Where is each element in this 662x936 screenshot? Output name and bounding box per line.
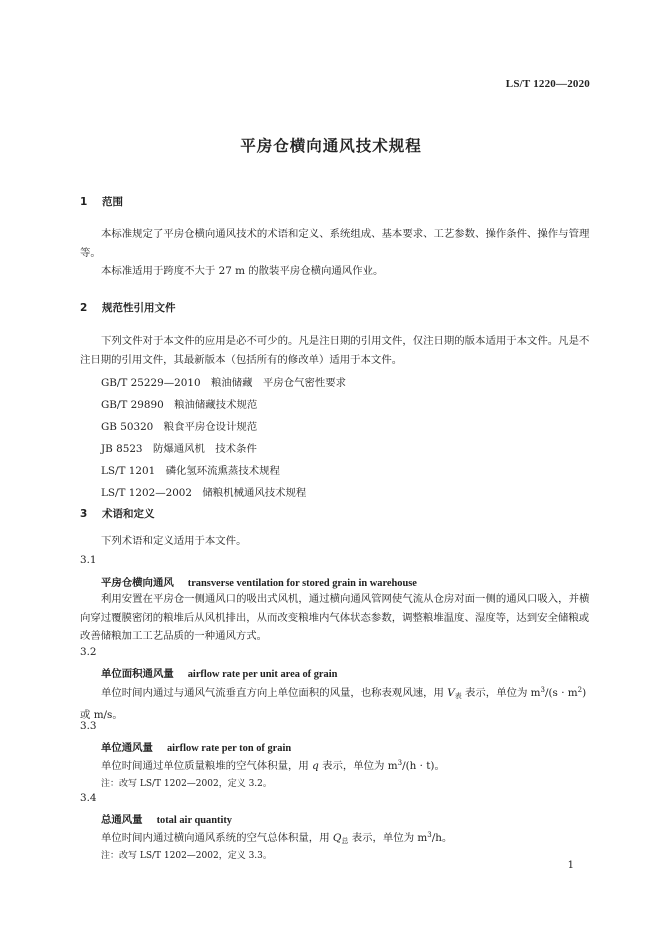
section-2-paragraph-1: 下列文件对于本文件的应用是必不可少的。凡是注日期的引用文件，仅注日期的版本适用于本文件。凡是不注日期的引用文件，其最新版本（包括所有的修改单）适用于本文件。 — [80, 335, 590, 366]
superscript: 2 — [577, 686, 583, 694]
term-en: total air quantity — [156, 815, 232, 826]
standard-number: LS/T 1220—2020 — [505, 78, 590, 90]
section-1-paragraph-2: 本标准适用于跨度不大于 27 m 的散装平房仓横向通风作业。 — [101, 265, 384, 277]
def-text: )或 m/s。 — [80, 687, 587, 721]
term-heading — [101, 811, 232, 826]
def-text: 表示，单位为 m — [351, 832, 428, 844]
superscript: 3 — [540, 686, 545, 694]
section-2-heading — [80, 300, 176, 315]
section-number: 2 — [80, 302, 88, 314]
def-text: /(h · t)。 — [402, 760, 445, 772]
section-1-paragraph-1: 本标准规定了平房仓横向通风技术的术语和定义、系统组成、基本要求、工艺参数、操作条件、操作与管理等。 — [80, 228, 590, 259]
term-definition — [80, 754, 590, 776]
term-cn: 单位通风量 — [101, 742, 153, 754]
def-text: 单位时间内通过与通风气流垂直方向上单位面积的风量，也称表观风速，用 — [101, 687, 444, 699]
reference-item: GB/T 25229—2010 粮油储藏 平房仓气密性要求 — [101, 377, 347, 389]
symbol: Q — [332, 832, 342, 844]
section-title: 术语和定义 — [102, 508, 155, 520]
def-text: 单位时间内通过横向通风系统的空气总体积量，用 — [101, 832, 330, 844]
term-heading — [101, 574, 417, 589]
term-cn: 总通风量 — [101, 814, 143, 826]
reference-item: JB 8523 防爆通风机 技术条件 — [101, 443, 257, 455]
section-number: 1 — [80, 196, 88, 208]
def-text: /h。 — [431, 832, 453, 844]
term-number: 3.1 — [80, 554, 97, 566]
section-1-heading — [80, 194, 123, 209]
section-title: 范围 — [102, 196, 123, 208]
term-en: airflow rate per ton of grain — [166, 743, 292, 754]
symbol-subscript: 总 — [341, 837, 349, 845]
term-en: transverse ventilation for stored grain in warehouse — [187, 578, 417, 589]
term-definition — [80, 826, 590, 851]
term-heading — [101, 665, 337, 680]
term-number: 3.3 — [80, 720, 97, 732]
reference-item: LS/T 1202—2002 储粮机械通风技术规程 — [101, 487, 307, 499]
def-text: /(s · m — [545, 687, 578, 699]
term-cn: 平房仓横向通风 — [101, 577, 174, 589]
symbol: q — [312, 760, 319, 772]
section-number: 3 — [80, 508, 88, 520]
term-definition — [80, 681, 590, 724]
def-text: 单位时间通过单位质量粮堆的空气体积量，用 — [101, 760, 309, 772]
symbol-subscript: 表 — [454, 692, 462, 700]
def-text: 表示，单位为 m — [465, 687, 541, 699]
section-title: 规范性引用文件 — [102, 302, 176, 314]
term-heading — [101, 739, 291, 754]
term-number: 3.4 — [80, 792, 97, 804]
superscript: 3 — [427, 831, 432, 839]
term-cn: 单位面积通风量 — [101, 668, 174, 680]
term-definition: 利用安置在平房仓一侧通风口的吸出式风机，通过横向通风管网使气流从仓房对面一侧的通风口吸入，并横向穿过覆膜密闭的粮堆后从风机排出，从而改变粮堆内气体状态参数，调整粮堆温度、湿度等，达到安全储粮或改善储粮加工工艺品质的一种通风方式。 — [80, 593, 590, 642]
superscript: 3 — [397, 759, 403, 767]
term-number: 3.2 — [80, 646, 97, 658]
term-en: airflow rate per unit area of grain — [187, 669, 338, 680]
reference-item: GB 50320 粮食平房仓设计规范 — [101, 421, 258, 433]
def-text: 表示，单位为 m — [322, 760, 398, 772]
section-3-intro: 下列术语和定义适用于本文件。 — [101, 535, 247, 547]
term-note: 注：改写 LS/T 1202—2002，定义 3.3。 — [101, 851, 272, 861]
reference-item: GB/T 29890 粮油储藏技术规范 — [101, 399, 258, 411]
section-3-heading — [80, 506, 155, 521]
symbol: V — [447, 687, 455, 699]
term-note: 注：改写 LS/T 1202—2002，定义 3.2。 — [101, 779, 272, 789]
reference-item: LS/T 1201 磷化氢环流熏蒸技术规程 — [101, 465, 280, 477]
page-number: 1 — [567, 860, 574, 871]
page-title: 平房仓横向通风技术规程 — [240, 137, 422, 155]
